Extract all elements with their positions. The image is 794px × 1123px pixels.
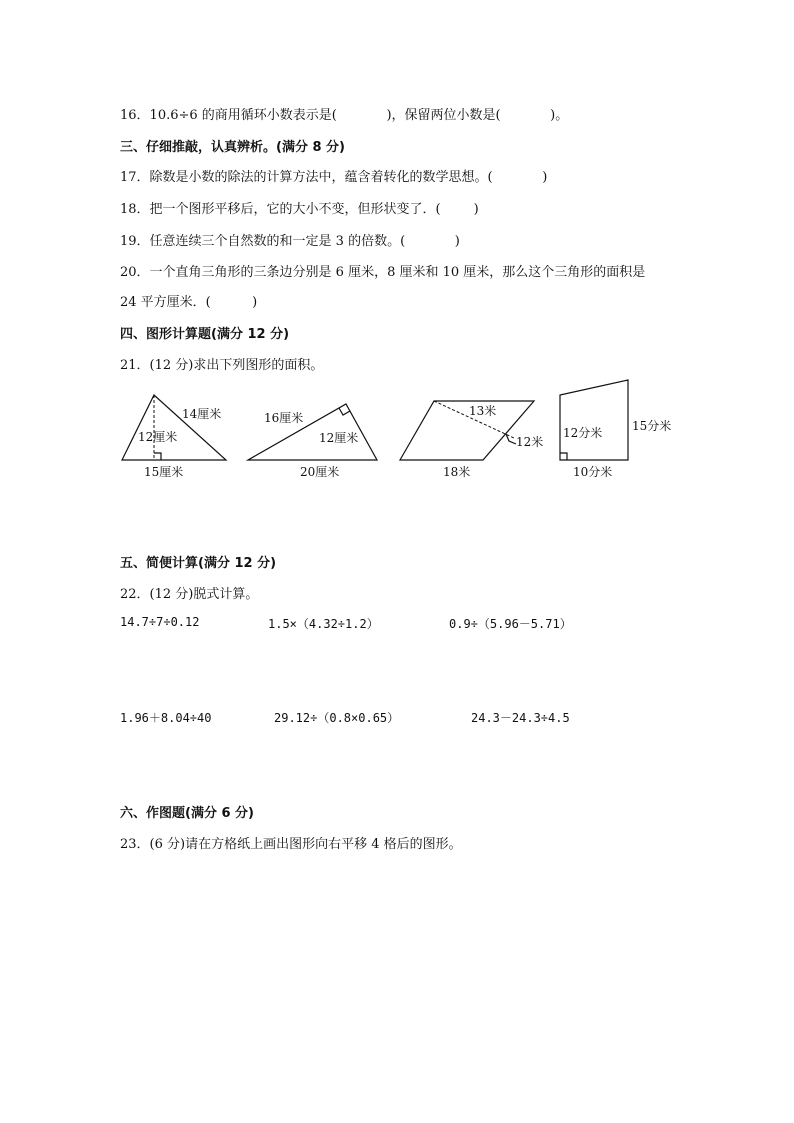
- question-19: 19．任意连续三个自然数的和一定是 3 的倍数。( ): [120, 234, 460, 249]
- fig2-base-label: 20厘米: [300, 465, 340, 479]
- fig3-height-label: 12米: [516, 435, 544, 449]
- figure-trapezoid: [560, 380, 671, 479]
- fig1-base-label: 15厘米: [144, 465, 184, 479]
- section-4-heading: 四、图形计算题(满分 12 分): [120, 327, 290, 342]
- calc-1-1: 14.7÷7÷0.12: [120, 615, 200, 629]
- fig3-base-label: 18米: [443, 465, 471, 479]
- calc-2-3: 24.3－24.3÷4.5: [471, 711, 570, 725]
- fig1-side-label: 14厘米: [182, 407, 222, 421]
- question-22: 22．(12 分)脱式计算。: [120, 587, 259, 602]
- question-23: 23．(6 分)请在方格纸上画出图形向右平移 4 格后的图形。: [120, 837, 462, 852]
- section-6-heading: 六、作图题(满分 6 分): [120, 806, 254, 821]
- calc-2-2: 29.12÷（0.8×0.65）: [274, 711, 400, 725]
- fig3-diag-label: 13米: [469, 404, 497, 418]
- question-16: 16．10.6÷6 的商用循环小数表示是( )，保留两位小数是( )。: [120, 108, 569, 123]
- question-17: 17．除数是小数的除法的计算方法中，蕴含着转化的数学思想。( ): [120, 170, 548, 185]
- question-20-line-2: 24 平方厘米．( ): [120, 295, 258, 310]
- figure-parallelogram: [400, 401, 543, 479]
- figures-area: [0, 370, 794, 490]
- question-18: 18．把一个图形平移后，它的大小不变，但形状变了．( ): [120, 202, 479, 217]
- question-20-line-1: 20．一个直角三角形的三条边分别是 6 厘米，8 厘米和 10 厘米，那么这个三角形的面积是: [120, 265, 646, 280]
- calc-2-1: 1.96＋8.04÷40: [120, 711, 212, 725]
- fig4-right-label: 15分米: [632, 419, 672, 433]
- calc-1-2: 1.5×（4.32÷1.2）: [268, 617, 379, 631]
- fig4-base-label: 10分米: [573, 465, 613, 479]
- section-5-heading: 五、简便计算(满分 12 分): [120, 556, 277, 571]
- section-3-heading: 三、仔细推敲，认真辨析。(满分 8 分): [120, 140, 345, 155]
- fig4-left-label: 12分米: [563, 426, 603, 440]
- figure-right-triangle: [248, 404, 377, 479]
- fig2-leg2-label: 12厘米: [319, 431, 359, 445]
- figure-triangle-1: [122, 395, 226, 479]
- calc-1-3: 0.9÷（5.96－5.71）: [449, 617, 572, 631]
- fig2-leg1-label: 16厘米: [264, 411, 304, 425]
- fig1-height-label: 12厘米: [138, 430, 178, 444]
- question-21: 21．(12 分)求出下列图形的面积。: [120, 358, 324, 373]
